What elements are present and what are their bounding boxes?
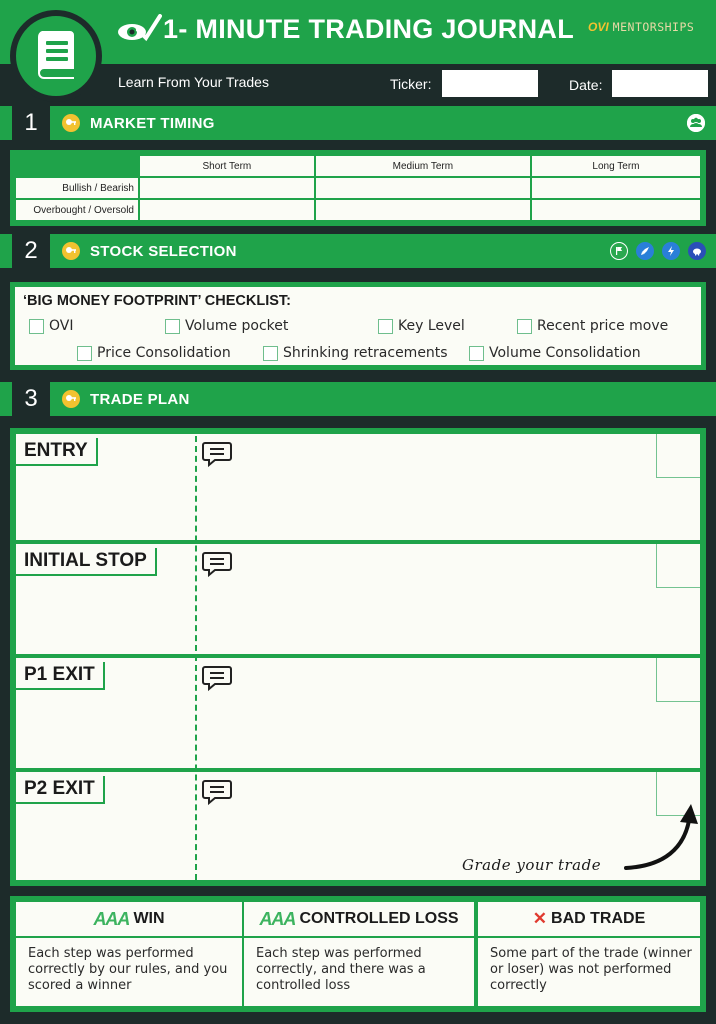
grade-note: Grade your trade	[462, 856, 602, 874]
outcome-heading	[16, 902, 242, 938]
section-trade-plan-bar	[0, 382, 716, 416]
table-cell[interactable]	[139, 199, 315, 221]
checkbox-volume-pocket[interactable]	[165, 318, 288, 334]
grade-box[interactable]	[656, 434, 700, 478]
checkbox-label: OVI	[49, 318, 74, 334]
red-x-icon: ✕	[532, 909, 548, 928]
chat-icon[interactable]	[202, 778, 232, 806]
outcome-description: Some part of the trade (winner or loser) was not performed correctly	[490, 946, 692, 993]
checkbox-square[interactable]	[165, 319, 180, 334]
section-title: TRADE PLAN	[90, 391, 190, 408]
row-label: ENTRY	[16, 438, 98, 466]
section-number: 2	[12, 234, 50, 268]
column-header: Medium Term	[315, 155, 531, 177]
eye-check-logo-icon	[116, 14, 162, 44]
checkbox-label: Key Level	[398, 318, 465, 334]
outcome-heading	[244, 902, 474, 938]
brand-name: MENTORSHIPS	[612, 20, 695, 34]
table-cell[interactable]	[139, 177, 315, 199]
checkbox-square[interactable]	[77, 346, 92, 361]
book-icon	[34, 29, 78, 84]
grade-box[interactable]	[656, 544, 700, 588]
grade-box[interactable]	[656, 658, 700, 702]
key-icon	[62, 114, 80, 132]
trade-plan-row-entry[interactable]	[16, 434, 700, 540]
outcome-description: Each step was performed correctly by our rules, and you scored a winner	[28, 946, 228, 993]
column-header: Long Term	[531, 155, 701, 177]
outcome-controlled-loss	[244, 902, 474, 1006]
lightning-icon	[662, 242, 680, 260]
row-label: P2 EXIT	[16, 776, 105, 804]
outcome-description: Each step was performed correctly, and there was a controlled loss	[256, 946, 426, 993]
checkbox-price-consolidation[interactable]	[77, 345, 231, 361]
table-cell[interactable]	[315, 177, 531, 199]
trade-plan-divider	[195, 436, 197, 880]
checkbox-label: Volume Consolidation	[489, 345, 641, 361]
checklist-title: ‘BIG MONEY FOOTPRINT’ CHECKLIST:	[23, 293, 291, 309]
outcome-bad-trade	[478, 902, 700, 1006]
trade-plan-panel	[10, 428, 706, 886]
checkbox-square[interactable]	[263, 346, 278, 361]
row-label: P1 EXIT	[16, 662, 105, 690]
key-icon	[62, 390, 80, 408]
table-cell[interactable]	[531, 199, 701, 221]
checkbox-square[interactable]	[469, 346, 484, 361]
outcome-heading	[478, 902, 700, 938]
table-cell[interactable]	[531, 177, 701, 199]
checklist-card	[15, 287, 701, 365]
checkbox-ovi[interactable]	[29, 318, 73, 334]
checkbox-shrinking-retracements[interactable]	[263, 345, 448, 361]
checkbox-label: Recent price move	[537, 318, 669, 334]
outcome-title: CONTROLLED LOSS	[299, 910, 459, 927]
outcome-title: WIN	[133, 910, 165, 927]
ticker-input[interactable]	[442, 70, 538, 97]
row-label: Overbought / Oversold	[15, 199, 139, 221]
market-timing-table-panel	[10, 150, 706, 226]
aaa-rating: AAA	[93, 908, 130, 929]
checkbox-key-level[interactable]	[378, 318, 465, 334]
section-number: 3	[12, 382, 50, 416]
section-number: 1	[12, 106, 50, 140]
column-header: Short Term	[139, 155, 315, 177]
group-icon	[687, 114, 705, 132]
section-market-timing-bar	[0, 106, 716, 140]
section-stock-selection-bar	[0, 234, 716, 268]
curved-arrow-icon	[622, 800, 702, 876]
chat-icon[interactable]	[202, 440, 232, 468]
key-icon	[62, 242, 80, 260]
ticker-label: Ticker:	[390, 76, 432, 92]
outcome-win	[16, 902, 242, 1006]
date-label: Date:	[569, 77, 603, 93]
page-title: 1- MINUTE TRADING JOURNAL	[163, 14, 574, 44]
brand-logo	[588, 20, 694, 34]
chat-icon[interactable]	[202, 664, 232, 692]
checkbox-volume-consolidation[interactable]	[469, 345, 641, 361]
checkbox-label: Volume pocket	[185, 318, 289, 334]
checkbox-label: Shrinking retracements	[283, 345, 448, 361]
trade-plan-row-p1-exit[interactable]	[16, 658, 700, 768]
aaa-rating: AAA	[259, 908, 296, 929]
table-corner	[15, 155, 139, 177]
flag-icon	[610, 242, 628, 260]
row-label: INITIAL STOP	[16, 548, 157, 576]
checkbox-square[interactable]	[378, 319, 393, 334]
rocket-icon	[636, 242, 654, 260]
outcome-key-panel	[10, 896, 706, 1012]
header-book-badge	[10, 10, 102, 102]
date-input[interactable]	[612, 70, 708, 97]
outcome-title: BAD TRADE	[551, 910, 646, 927]
table-cell[interactable]	[315, 199, 531, 221]
subtitle: Learn From Your Trades	[118, 74, 269, 90]
ovi-mark-icon: OVI	[588, 20, 609, 34]
row-label: Bullish / Bearish	[15, 177, 139, 199]
piggy-bank-icon	[688, 242, 706, 260]
chat-icon[interactable]	[202, 550, 232, 578]
stock-selection-panel	[10, 282, 706, 370]
market-timing-table	[14, 154, 702, 222]
section-title: STOCK SELECTION	[90, 243, 237, 260]
trade-plan-row-initial-stop[interactable]	[16, 544, 700, 654]
checkbox-label: Price Consolidation	[97, 345, 231, 361]
checkbox-recent-price-move[interactable]	[517, 318, 668, 334]
section-title: MARKET TIMING	[90, 115, 215, 132]
checkbox-square[interactable]	[517, 319, 532, 334]
checkbox-square[interactable]	[29, 319, 44, 334]
